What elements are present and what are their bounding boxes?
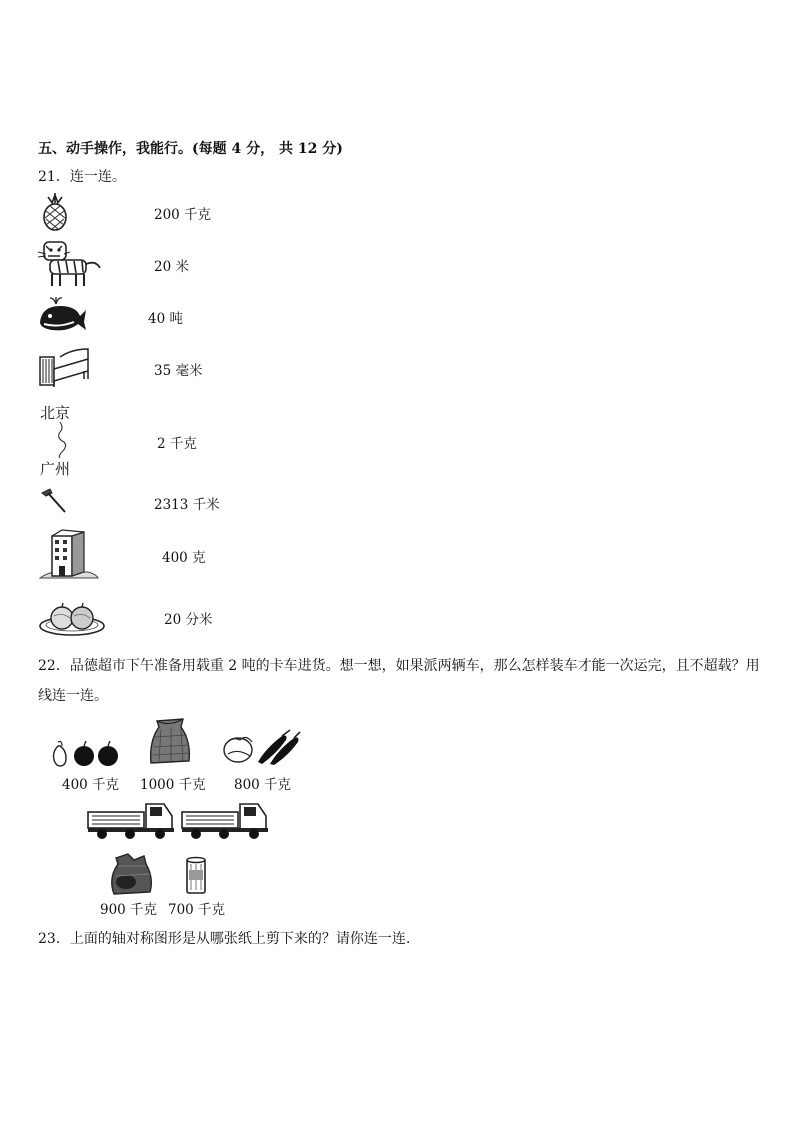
truck-icon-2[interactable] (180, 798, 268, 840)
q21-label-7: 400 克 (162, 550, 206, 566)
q21-label-2: 20 米 (154, 259, 189, 275)
q22-text-line1: 22．品德超市下午准备用载重 2 吨的卡车进货。想一想，如果派两辆车，那么怎样装车才能一次运完，且不超载？用 (38, 658, 760, 674)
goods-label-bag: 900 千克 (100, 902, 158, 918)
map-label-beijing: 北京 (40, 404, 71, 422)
q21-label-1: 200 千克 (154, 207, 212, 223)
tiger-icon (38, 240, 102, 288)
truck-icon-1[interactable] (86, 798, 174, 840)
whale-icon (38, 294, 88, 334)
q21-label-5: 2 千克 (157, 436, 197, 452)
goods-label-barrel: 700 千克 (168, 902, 226, 918)
building-icon (38, 528, 100, 580)
pineapple-icon (38, 193, 72, 231)
section-heading: 五、动手操作，我能行。(每题 4 分， 共 12 分) (38, 141, 343, 157)
goods-label-fruit: 400 千克 (62, 777, 120, 793)
q23-text: 23．上面的轴对称图形是从哪张纸上剪下来的？请你连一连. (38, 931, 411, 947)
beijing-guangzhou-map-icon (38, 402, 86, 478)
q22-text-line2: 线连一连。 (38, 688, 108, 704)
sack-icon (147, 717, 193, 767)
fruit-icon (48, 738, 120, 768)
route-line-icon (48, 422, 78, 458)
q21-label-8: 20 分米 (164, 612, 213, 628)
vegetables-icon (220, 728, 302, 766)
q21-label-3: 40 吨 (148, 311, 183, 327)
goods-label-vegetables: 800 千克 (234, 777, 292, 793)
map-label-guangzhou: 广州 (40, 460, 71, 478)
fruit-plate-icon (38, 598, 108, 638)
q21-label-6: 2313 千米 (154, 497, 220, 513)
q21-label-4: 35 毫米 (154, 363, 203, 379)
goods-label-sack: 1000 千克 (140, 777, 206, 793)
q21-title: 21．连一连。 (38, 169, 126, 185)
nail-icon (40, 487, 68, 515)
bed-icon (38, 343, 90, 387)
bag-icon (108, 852, 154, 896)
barrel-icon (184, 856, 208, 896)
